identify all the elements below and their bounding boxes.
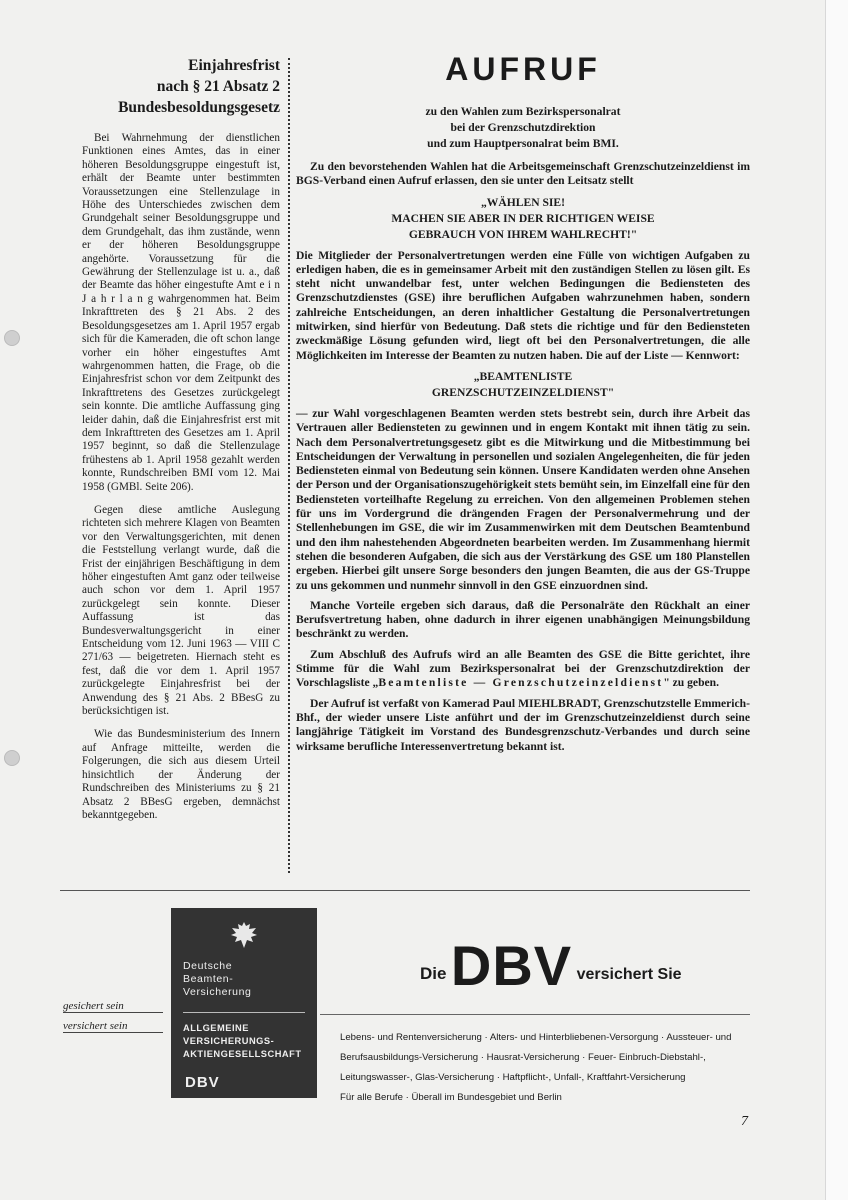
- aufruf-paragraph: Die Mitglieder der Personalvertretungen werden eine Fülle von wichtigen Aufgaben zu erledigen haben, die es in gemeinsamer Arbeit mit den zuständigen Stellen zu lösen gilt. Es steht nicht unwandelbar fest, unter welchen Bedingungen die Bediensteten des Grenzschutzdienstes (GSE) ihre beruflichen Aufgaben wahrzunehmen haben, sondern zahlreiche Entscheidungen, an deren inhaltlicher Gestaltung die Personalvertretungen mitwirken, sind hierfür von Bedeutung. Daß stets die richtige und für den Bediensteten zweckmäßige Lösung gefunden wird, liegt oft bei den Personalvertretungen, die alle Möglichkeiten im Interesse der Beamten zu nutzen haben. Die auf der Liste — Kennwort:: [296, 248, 750, 362]
- slogan-line: MACHEN SIE ABER IN DER RICHTIGEN WEISE: [391, 211, 655, 225]
- left-article: [82, 55, 280, 832]
- aufruf-subtitle: [296, 104, 750, 152]
- punch-holes: [0, 0, 30, 1200]
- aufruf-title: AUFRUF: [445, 51, 601, 87]
- slogan-versichert: versichert Sie: [576, 966, 682, 983]
- election-slogan: [296, 195, 750, 243]
- aufruf-intro: Zu den bevorstehenden Wahlen hat die Arbeitsgemeinschaft Grenzschutzeinzeldienst im BGS-Verband einen Aufruf erlassen, den sie unter den Leitsatz stellt: [296, 160, 750, 188]
- insurance-list: [340, 1028, 760, 1108]
- left-title-line: Einjahresfrist: [188, 57, 280, 74]
- column-divider: [288, 58, 290, 873]
- punch-hole: [4, 750, 20, 766]
- section-rule: [60, 890, 750, 891]
- subtitle-line: bei der Grenzschutzdirektion: [450, 121, 596, 134]
- subtitle-line: und zum Hauptpersonalrat beim BMI.: [427, 137, 619, 150]
- ad-company-type: [183, 1022, 302, 1061]
- left-paragraph: Bei Wahrnehmung der dienstlichen Funktionen eines Amtes, das in einer höheren Besoldungsgruppe eingestuft ist, erhält der Beamte unter bestimmten Voraussetzungen eine Stellenzulage in Höhe des Unterschiedes zwischen dem Grundgehalt seiner Besoldungsgruppe und dem Grundgehalt, das ihm zustände, wenn er der höheren Besoldungsgruppe angehörte. Voraussetzung für die Gewährung der Stellenzulage ist u. a., daß der Beamte das höher eingestufte Amt e i n J a h r l a n g wahrgenommen hat. Beim Inkrafttreten des § 21 Abs. 2 des Besoldungsgesetzes am 1. April 1957 ergab sich für die Kameraden, die oft schon lange vorher ein höher eingestuftes Amt wahrgenommen hatten, die Frage, ob die Einjahresfrist schon vor dem Zeitpunkt des Inkrafttretens des Gesetzes zurückgelegt sein konnte. Die amtliche Auffassung ging leider dahin, daß die Einjahresfrist erst mit dem Inkrafttreten des Gesetzes am 1. April 1957 beginnt, so daß die Stellenzulage frühestens ab 1. April 1958 gezahlt werden konnte, Rundschreiben BMI vom 12. Mai 1958 (GMBl. Seite 206).: [82, 132, 280, 493]
- company-type-line: ALLGEMEINE: [183, 1023, 249, 1033]
- company-line: Beamten-: [183, 973, 234, 985]
- slogan-line: GEBRAUCH VON IHREM WAHLRECHT!": [408, 227, 638, 241]
- company-type-line: VERSICHERUNGS-: [183, 1036, 275, 1046]
- aufruf-paragraph: Der Aufruf ist verfaßt von Kamerad Paul MIEHLBRADT, Grenzschutzstelle Emmerich-Bhf., der wieder unsere Liste anführt und der im Grenzschutzeinzeldienst durch seine langjährige Tätigkeit im Vorstand des Bundesgrenzschutz-Verbandes und durch seine wirksame berufliche Interessenvertretung bekannt ist.: [296, 696, 750, 753]
- ad-company-name: [183, 960, 252, 999]
- left-title-line: Bundesbesoldungsgesetz: [118, 99, 280, 116]
- handwritten-note: gesichert sein: [63, 1000, 163, 1013]
- slogan-line: „WÄHLEN SIE!: [480, 195, 566, 209]
- company-line: Deutsche: [183, 960, 233, 972]
- subtitle-line: zu den Wahlen zum Bezirkspersonalrat: [425, 105, 621, 118]
- ad-rule: [320, 1014, 750, 1015]
- dbv-slogan: [420, 934, 682, 997]
- left-title-line: nach § 21 Absatz 2: [156, 78, 280, 95]
- handwritten-note: versichert sein: [63, 1020, 163, 1033]
- slogan-die: Die: [420, 964, 447, 983]
- company-line: Versicherung: [183, 986, 252, 998]
- punch-hole: [4, 330, 20, 346]
- list-name-inline: Beamtenliste — Grenzschutzeinzeldienst: [378, 676, 664, 690]
- page-edge: [825, 0, 848, 1200]
- left-paragraph: Wie das Bundesministerium des Innern auf Anfrage mitteilte, werden die Folgerungen, die sich aus diesem Urteil hinsichtlich der Änderung der Rundschreiben des Ministeriums zu § 21 Absatz 2 BBesG ergeben, demnächst bekanntgegeben.: [82, 728, 280, 821]
- list-name-line: GRENZSCHUTZEINZELDIENST": [431, 385, 615, 399]
- paragraph-text: " zu geben.: [663, 676, 720, 690]
- insurance-line: Leitungswasser-, Glas-Versicherung · Haftpflicht-, Unfall-, Kraftfahrt-Versicherung: [340, 1072, 686, 1083]
- ad-separator: [183, 1012, 305, 1013]
- dbv-logo: DBV: [185, 1074, 220, 1091]
- eagle-icon: [229, 920, 259, 950]
- aufruf-paragraph: Manche Vorteile ergeben sich daraus, daß die Personalräte den Rückhalt an einer Berufsvertretung haben, ohne dadurch in ihrer eigenen unabhängigen Meinungsbildung beschränkt zu werden.: [296, 598, 750, 641]
- company-type-line: AKTIENGESELLSCHAFT: [183, 1049, 302, 1059]
- left-paragraph: Gegen diese amtliche Auslegung richteten sich mehrere Klagen von Beamten vor den Verwaltungsgerichten, mit denen die Feststellung verlangt wurde, daß die Frist der einjährigen Beschäftigung in dem höher eingestuften Amt ganz oder teilweise auch schon vor dem 1. April 1957 zurückgelegt sein konnte. Dieser Auffassung ist das Bundesverwaltungsgericht in einer Entscheidung vom 12. Juni 1963 — VIII C 271/63 — beigetreten. Hiernach steht es fest, daß die vor dem 1. April 1957 zurückgelegte Einjahresfrist bei der Anwendung des § 21 Abs. 2 BBesG zu berücksichtigen ist.: [82, 503, 280, 718]
- dbv-ad-box: [171, 908, 317, 1098]
- paragraph-text: Zum Abschluß des Aufrufs wird an alle Beamten des GSE die Bitte gerichtet, ihre Stimme für die Wahl zum Bezirkspersonalrat bei der Grenzschutzdirektion der Vorschlagsliste „: [296, 647, 750, 690]
- aufruf-paragraph: — zur Wahl vorgeschlagenen Beamten werden stets bestrebt sein, durch ihre Arbeit das Vertrauen aller Bediensteten zu gewinnen und in engem Kontakt mit ihnen tätig zu sein. Nach dem Personalvertretungsgesetz gibt es die Mitwirkung und die Mitbestimmung bei Entscheidungen der Verwaltung in personellen und sozialen Angelegenheiten, die für jeden Bediensteten einmal von Bedeutung sein können. Unsere Kandidaten werden ohne Ansehen der Person und der Organisationszugehörigkeit stets bemüht sein, im Einzelfall eine für den Bediensteten vorteilhafte Regelung zu erreichen. Von den allgemeinen Problemen stehen für uns im Vordergrund die drängenden Fragen der Personalvermehrung und der Stellenhebungen im GSE, die wir im Zusammenwirken mit dem Deutschen Beamtenbund und den ihm nahestehenden Abgeordneten bearbeiten werden. Im Zusammenhang hiermit stehen die besonderen Aufgaben, die sich aus der Verstärkung des GSE um 180 Planstellen ergeben. Hierbei gilt unsere Sorge besonders den jungen Beamten, die aus der GS-Truppe zu uns gekommen und nunmehr sinnvoll in den GSE einzuordnen sind.: [296, 406, 750, 592]
- list-name: [296, 369, 750, 401]
- insurance-line: Berufsausbildungs-Versicherung · Hausrat-Versicherung · Feuer- Einbruch-Diebstahl-,: [340, 1052, 706, 1063]
- slogan-dbv: DBV: [450, 934, 573, 997]
- list-name-line: „BEAMTENLISTE: [473, 369, 573, 383]
- left-article-title: [82, 55, 280, 118]
- page-number: 7: [741, 1114, 748, 1129]
- aufruf-paragraph: [296, 648, 750, 691]
- insurance-line: Für alle Berufe · Überall im Bundesgebiet und Berlin: [340, 1092, 562, 1103]
- insurance-line: Lebens- und Rentenversicherung · Alters- und Hinterbliebenen-Versorgung · Aussteuer- und: [340, 1032, 732, 1043]
- right-article: [296, 52, 750, 760]
